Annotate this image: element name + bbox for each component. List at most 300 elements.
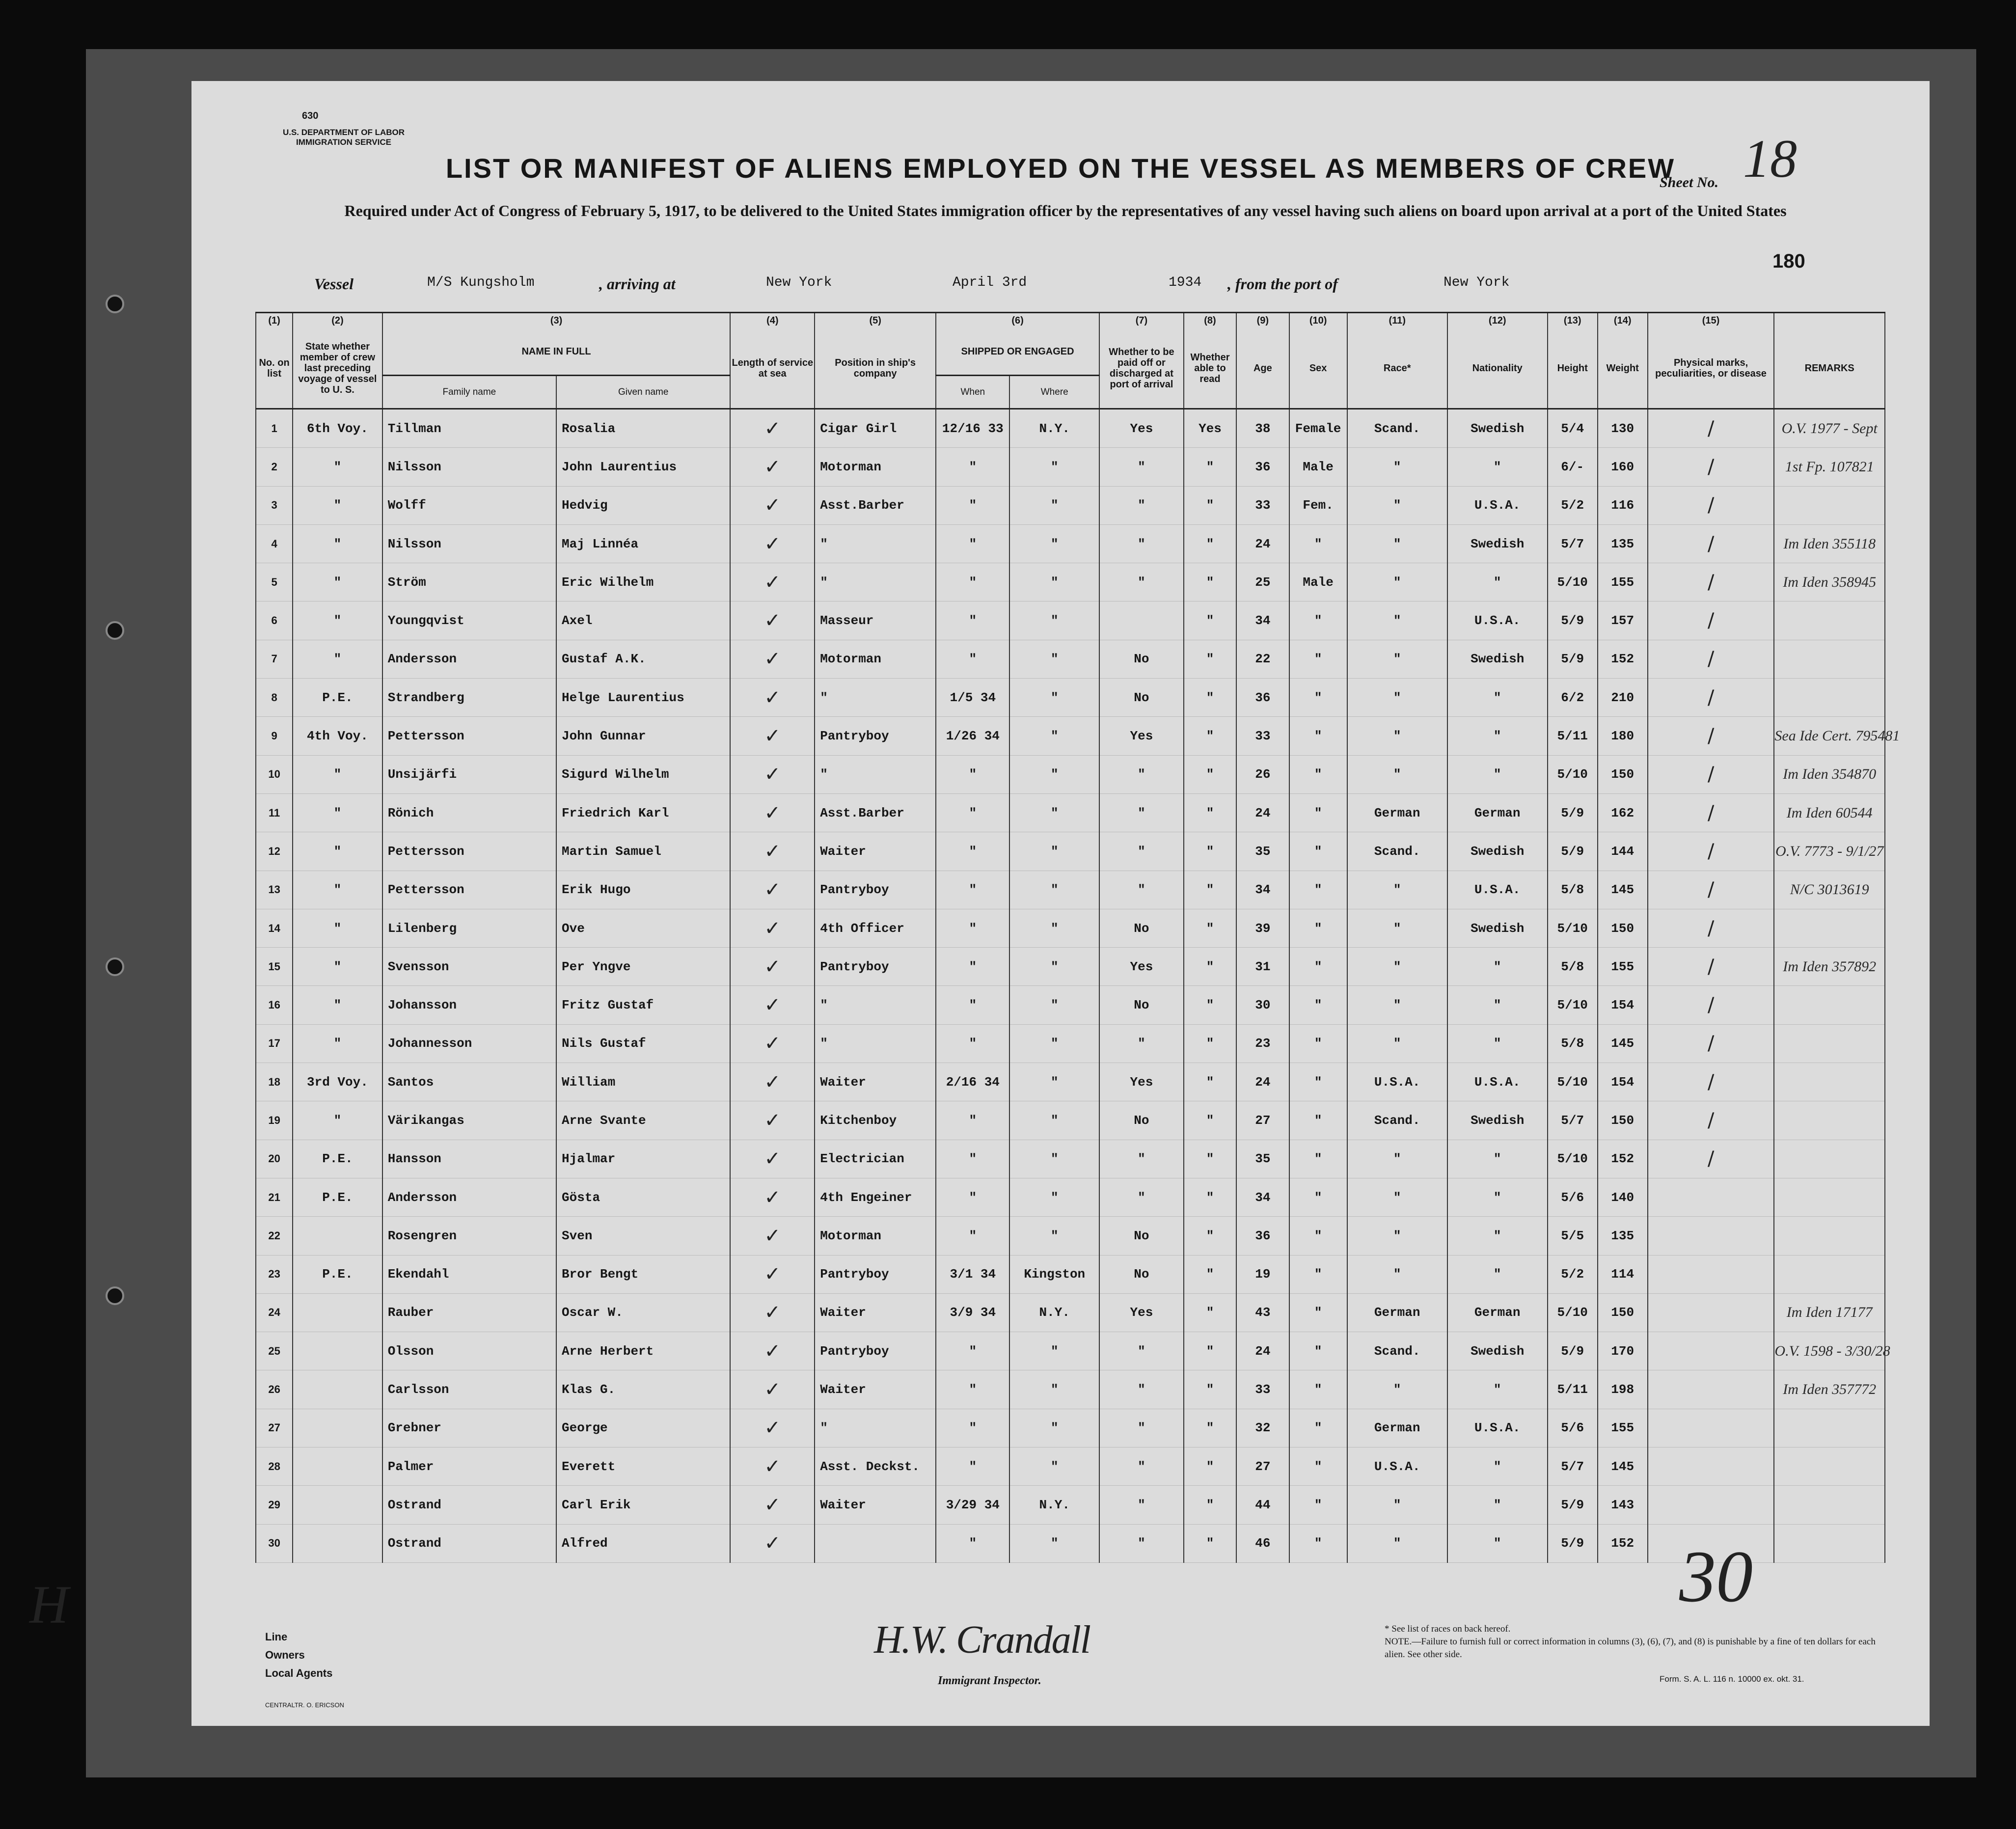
height: 5/10 <box>1548 1140 1598 1178</box>
column-number: (14) <box>1598 313 1648 328</box>
header-shipped: SHIPPED OR ENGAGED <box>936 328 1099 376</box>
height: 5/11 <box>1548 717 1598 755</box>
given-name: Arne Svante <box>556 1101 730 1140</box>
age: 27 <box>1236 1447 1289 1486</box>
paid-off: " <box>1099 1486 1184 1524</box>
physical-tick-icon: / <box>1648 1101 1774 1140</box>
shipped-when: " <box>936 1140 1009 1178</box>
row-number: 28 <box>256 1447 293 1486</box>
race: " <box>1347 1370 1447 1409</box>
service-name: IMMIGRATION SERVICE <box>296 137 391 147</box>
column-number: (8) <box>1184 313 1236 328</box>
position: Waiter <box>815 1063 936 1101</box>
able-to-read: " <box>1184 1063 1236 1101</box>
height: 5/8 <box>1548 1024 1598 1063</box>
column-number: (2) <box>293 313 382 328</box>
sex: " <box>1289 717 1347 755</box>
remarks <box>1774 1063 1885 1101</box>
height: 5/10 <box>1548 909 1598 947</box>
row-number: 21 <box>256 1178 293 1216</box>
race: " <box>1347 1178 1447 1216</box>
voyage-state: " <box>293 986 382 1024</box>
remarks: Im Iden 357892 <box>1774 948 1885 986</box>
given-name: Ove <box>556 909 730 947</box>
document-title: LIST OR MANIFEST OF ALIENS EMPLOYED ON THE VESSEL AS MEMBERS OF CREW <box>445 153 1676 184</box>
header-remarks: REMARKS <box>1774 328 1885 409</box>
height: 5/10 <box>1548 755 1598 793</box>
physical-tick-icon: / <box>1648 448 1774 486</box>
row-number: 6 <box>256 601 293 640</box>
sheet-label: Sheet No. <box>1660 174 1718 191</box>
nationality: " <box>1447 1486 1548 1524</box>
header-when: When <box>936 376 1009 409</box>
table-row <box>256 524 1885 563</box>
service-checkmark-icon: ✓ <box>730 640 815 678</box>
paid-off: " <box>1099 755 1184 793</box>
remarks: O.V. 7773 - 9/1/27 <box>1774 832 1885 871</box>
service-checkmark-icon: ✓ <box>730 717 815 755</box>
service-checkmark-icon: ✓ <box>730 1063 815 1101</box>
remarks <box>1774 1178 1885 1216</box>
service-checkmark-icon: ✓ <box>730 1255 815 1293</box>
remarks: Im Iden 354870 <box>1774 755 1885 793</box>
table-row <box>256 1024 1885 1063</box>
shipped-where: " <box>1009 524 1099 563</box>
shipped-where: " <box>1009 1332 1099 1370</box>
physical-tick-icon: / <box>1648 871 1774 909</box>
family-name: Lilenberg <box>382 909 556 947</box>
able-to-read: " <box>1184 1293 1236 1332</box>
total-crew-count: 30 <box>1679 1536 1753 1617</box>
paid-off: Yes <box>1099 1293 1184 1332</box>
able-to-read: " <box>1184 1447 1236 1486</box>
table-row <box>256 601 1885 640</box>
remarks: O.V. 1977 - Sept <box>1774 409 1885 448</box>
able-to-read: " <box>1184 679 1236 717</box>
physical-tick-icon <box>1648 1486 1774 1524</box>
able-to-read: " <box>1184 871 1236 909</box>
weight: 160 <box>1598 448 1648 486</box>
given-name: Hedvig <box>556 486 730 524</box>
given-name: Arne Herbert <box>556 1332 730 1370</box>
family-name: Youngqvist <box>382 601 556 640</box>
footnote-note: NOTE.—Failure to furnish full or correct information in columns (3), (6), (7), and (8) is punishable by a fine of ten dollars for each alien. See other side. <box>1385 1637 1876 1660</box>
sex: " <box>1289 1255 1347 1293</box>
position: " <box>815 563 936 601</box>
family-name: Andersson <box>382 1178 556 1216</box>
remarks: N/C 3013619 <box>1774 871 1885 909</box>
able-to-read: " <box>1184 948 1236 986</box>
position: Pantryboy <box>815 871 936 909</box>
weight: 114 <box>1598 1255 1648 1293</box>
service-checkmark-icon: ✓ <box>730 793 815 832</box>
position: Cigar Girl <box>815 409 936 448</box>
shipped-when: " <box>936 986 1009 1024</box>
height: 5/9 <box>1548 793 1598 832</box>
shipped-where: " <box>1009 1409 1099 1447</box>
paid-off: " <box>1099 1370 1184 1409</box>
nationality: Swedish <box>1447 640 1548 678</box>
family-name: Rosengren <box>382 1217 556 1255</box>
shipped-where: " <box>1009 717 1099 755</box>
shipped-when: 1/5 34 <box>936 679 1009 717</box>
position <box>815 1524 936 1562</box>
family-name: Ostrand <box>382 1486 556 1524</box>
height: 5/2 <box>1548 1255 1598 1293</box>
position: Pantryboy <box>815 1255 936 1293</box>
shipped-where: N.Y. <box>1009 1293 1099 1332</box>
paid-off: No <box>1099 909 1184 947</box>
service-checkmark-icon: ✓ <box>730 1524 815 1562</box>
weight: 180 <box>1598 717 1648 755</box>
shipped-when: " <box>936 1447 1009 1486</box>
race: " <box>1347 486 1447 524</box>
age: 44 <box>1236 1486 1289 1524</box>
shipped-when: " <box>936 1101 1009 1140</box>
able-to-read: " <box>1184 755 1236 793</box>
age: 27 <box>1236 1101 1289 1140</box>
given-name: Per Yngve <box>556 948 730 986</box>
given-name: Nils Gustaf <box>556 1024 730 1063</box>
remarks: O.V. 1598 - 3/30/28 <box>1774 1332 1885 1370</box>
from-port: New York <box>1444 275 1510 290</box>
height: 5/10 <box>1548 563 1598 601</box>
race: " <box>1347 717 1447 755</box>
table-row <box>256 1063 1885 1101</box>
age: 23 <box>1236 1024 1289 1063</box>
weight: 154 <box>1598 1063 1648 1101</box>
race: " <box>1347 448 1447 486</box>
voyage-state <box>293 1409 382 1447</box>
physical-tick-icon: / <box>1648 1063 1774 1101</box>
nationality: " <box>1447 448 1548 486</box>
shipped-when: " <box>936 793 1009 832</box>
able-to-read: " <box>1184 717 1236 755</box>
owners-label: Owners <box>265 1649 305 1661</box>
paid-off <box>1099 601 1184 640</box>
shipped-when: " <box>936 563 1009 601</box>
sex: " <box>1289 1293 1347 1332</box>
weight: 210 <box>1598 679 1648 717</box>
race: " <box>1347 679 1447 717</box>
able-to-read: " <box>1184 1101 1236 1140</box>
physical-tick-icon <box>1648 1409 1774 1447</box>
sex: " <box>1289 1409 1347 1447</box>
age: 46 <box>1236 1524 1289 1562</box>
shipped-when: " <box>936 1409 1009 1447</box>
shipped-where: " <box>1009 1101 1099 1140</box>
voyage-state <box>293 1332 382 1370</box>
service-checkmark-icon: ✓ <box>730 1178 815 1216</box>
voyage-state: 6th Voy. <box>293 409 382 448</box>
height: 5/9 <box>1548 1486 1598 1524</box>
shipped-where: " <box>1009 1178 1099 1216</box>
weight: 150 <box>1598 755 1648 793</box>
able-to-read: " <box>1184 1140 1236 1178</box>
age: 24 <box>1236 1332 1289 1370</box>
remarks <box>1774 1101 1885 1140</box>
height: 5/5 <box>1548 1217 1598 1255</box>
form-number: 630 <box>302 110 319 121</box>
paid-off: " <box>1099 1024 1184 1063</box>
nationality: " <box>1447 1524 1548 1562</box>
voyage-state: P.E. <box>293 1140 382 1178</box>
paid-off: " <box>1099 1524 1184 1562</box>
nationality: " <box>1447 679 1548 717</box>
paid-off: No <box>1099 1101 1184 1140</box>
service-checkmark-icon: ✓ <box>730 486 815 524</box>
able-to-read: " <box>1184 1524 1236 1562</box>
position: Asst.Barber <box>815 486 936 524</box>
race: Scand. <box>1347 832 1447 871</box>
sex: " <box>1289 755 1347 793</box>
shipped-where: " <box>1009 1063 1099 1101</box>
physical-tick-icon: / <box>1648 679 1774 717</box>
crew-rows <box>256 409 1900 1563</box>
age: 34 <box>1236 601 1289 640</box>
column-number-blank <box>1774 313 1885 328</box>
row-number: 16 <box>256 986 293 1024</box>
voyage-state: " <box>293 563 382 601</box>
agents-label: Local Agents <box>265 1667 333 1679</box>
row-number: 7 <box>256 640 293 678</box>
race: Scand. <box>1347 1101 1447 1140</box>
paid-off: " <box>1099 486 1184 524</box>
shipped-when: 3/29 34 <box>936 1486 1009 1524</box>
remarks: 1st Fp. 107821 <box>1774 448 1885 486</box>
family-name: Andersson <box>382 640 556 678</box>
voyage-state: " <box>293 755 382 793</box>
height: 5/10 <box>1548 1063 1598 1101</box>
given-name: Sven <box>556 1217 730 1255</box>
service-checkmark-icon: ✓ <box>730 679 815 717</box>
row-number: 18 <box>256 1063 293 1101</box>
arrival-date: April 3rd <box>953 275 1027 290</box>
physical-tick-icon: / <box>1648 409 1774 448</box>
remarks <box>1774 1140 1885 1178</box>
remarks: Sea Ide Cert. 795481 <box>1774 717 1885 755</box>
weight: 150 <box>1598 1101 1648 1140</box>
height: 5/10 <box>1548 1293 1598 1332</box>
given-name: Fritz Gustaf <box>556 986 730 1024</box>
position: Masseur <box>815 601 936 640</box>
voyage-state <box>293 1217 382 1255</box>
able-to-read: " <box>1184 486 1236 524</box>
table-row <box>256 1332 1885 1370</box>
shipped-when: 2/16 34 <box>936 1063 1009 1101</box>
physical-tick-icon: / <box>1648 640 1774 678</box>
shipped-where: " <box>1009 1370 1099 1409</box>
service-checkmark-icon: ✓ <box>730 601 815 640</box>
height: 5/2 <box>1548 486 1598 524</box>
family-name: Palmer <box>382 1447 556 1486</box>
age: 30 <box>1236 986 1289 1024</box>
service-checkmark-icon: ✓ <box>730 871 815 909</box>
table-row <box>256 755 1885 793</box>
printer-mark: CENTRALTR. O. ERICSON <box>265 1701 344 1709</box>
physical-tick-icon <box>1648 1293 1774 1332</box>
age: 33 <box>1236 717 1289 755</box>
shipped-when: " <box>936 948 1009 986</box>
physical-tick-icon <box>1648 1178 1774 1216</box>
shipped-where: " <box>1009 679 1099 717</box>
paid-off: No <box>1099 679 1184 717</box>
sex: " <box>1289 1332 1347 1370</box>
nationality: " <box>1447 1447 1548 1486</box>
physical-tick-icon: / <box>1648 793 1774 832</box>
given-name: Everett <box>556 1447 730 1486</box>
voyage-state: " <box>293 948 382 986</box>
column-number: (4) <box>730 313 815 328</box>
height: 5/9 <box>1548 832 1598 871</box>
sex: " <box>1289 1370 1347 1409</box>
nationality: " <box>1447 948 1548 986</box>
paid-off: " <box>1099 1409 1184 1447</box>
family-name: Carlsson <box>382 1370 556 1409</box>
row-number: 14 <box>256 909 293 947</box>
vessel-name: M/S Kungsholm <box>427 275 535 290</box>
nationality: Swedish <box>1447 409 1548 448</box>
able-to-read: " <box>1184 1178 1236 1216</box>
shipped-where: " <box>1009 601 1099 640</box>
voyage-state: " <box>293 871 382 909</box>
shipped-when: " <box>936 1178 1009 1216</box>
height: 6/- <box>1548 448 1598 486</box>
service-checkmark-icon: ✓ <box>730 1409 815 1447</box>
service-checkmark-icon: ✓ <box>730 755 815 793</box>
shipped-when: " <box>936 871 1009 909</box>
paid-off: " <box>1099 563 1184 601</box>
weight: 155 <box>1598 1409 1648 1447</box>
table-row <box>256 448 1885 486</box>
nationality: Swedish <box>1447 1101 1548 1140</box>
column-number: (10) <box>1289 313 1347 328</box>
position: " <box>815 524 936 563</box>
shipped-where: " <box>1009 486 1099 524</box>
row-number: 3 <box>256 486 293 524</box>
family-name: Santos <box>382 1063 556 1101</box>
position: Pantryboy <box>815 717 936 755</box>
given-name: Klas G. <box>556 1370 730 1409</box>
race: " <box>1347 755 1447 793</box>
header-position: Position in ship's company <box>815 328 936 409</box>
paid-off: Yes <box>1099 948 1184 986</box>
nationality: " <box>1447 717 1548 755</box>
age: 22 <box>1236 640 1289 678</box>
nationality: German <box>1447 793 1548 832</box>
service-checkmark-icon: ✓ <box>730 524 815 563</box>
family-name: Pettersson <box>382 717 556 755</box>
column-number: (9) <box>1236 313 1289 328</box>
row-number: 20 <box>256 1140 293 1178</box>
sex: Female <box>1289 409 1347 448</box>
weight: 135 <box>1598 1217 1648 1255</box>
height: 5/7 <box>1548 524 1598 563</box>
table-row <box>256 1293 1885 1332</box>
table-row <box>256 793 1885 832</box>
shipped-when: " <box>936 1524 1009 1562</box>
service-checkmark-icon: ✓ <box>730 986 815 1024</box>
weight: 130 <box>1598 409 1648 448</box>
weight: 155 <box>1598 563 1648 601</box>
age: 35 <box>1236 1140 1289 1178</box>
service-checkmark-icon: ✓ <box>730 1447 815 1486</box>
sex: Fem. <box>1289 486 1347 524</box>
race: German <box>1347 793 1447 832</box>
family-name: Olsson <box>382 1332 556 1370</box>
family-name: Rauber <box>382 1293 556 1332</box>
row-number: 11 <box>256 793 293 832</box>
remarks <box>1774 909 1885 947</box>
age: 33 <box>1236 486 1289 524</box>
service-checkmark-icon: ✓ <box>730 1101 815 1140</box>
family-name: Värikangas <box>382 1101 556 1140</box>
given-name: Gösta <box>556 1178 730 1216</box>
shipped-where: " <box>1009 948 1099 986</box>
paid-off: Yes <box>1099 717 1184 755</box>
sex: " <box>1289 1178 1347 1216</box>
form-identifier: Form. S. A. L. 116 n. 10000 ex. okt. 31. <box>1660 1674 1804 1684</box>
family-name: Ström <box>382 563 556 601</box>
margin-mark: H <box>29 1575 69 1635</box>
position: Waiter <box>815 832 936 871</box>
position: Waiter <box>815 1486 936 1524</box>
shipped-when: 12/16 33 <box>936 409 1009 448</box>
remarks: Im Iden 357772 <box>1774 1370 1885 1409</box>
age: 24 <box>1236 1063 1289 1101</box>
shipped-where: " <box>1009 1524 1099 1562</box>
given-name: Hjalmar <box>556 1140 730 1178</box>
nationality: " <box>1447 1140 1548 1178</box>
service-checkmark-icon: ✓ <box>730 832 815 871</box>
column-header-row <box>256 328 1885 376</box>
able-to-read: " <box>1184 448 1236 486</box>
position: Asst. Deckst. <box>815 1447 936 1486</box>
able-to-read: " <box>1184 1409 1236 1447</box>
paid-off: " <box>1099 1178 1184 1216</box>
voyage-state <box>293 1293 382 1332</box>
remarks <box>1774 986 1885 1024</box>
able-to-read: " <box>1184 832 1236 871</box>
family-name: Ekendahl <box>382 1255 556 1293</box>
sex: " <box>1289 524 1347 563</box>
age: 25 <box>1236 563 1289 601</box>
remarks <box>1774 1255 1885 1293</box>
paid-off: " <box>1099 448 1184 486</box>
weight: 198 <box>1598 1370 1648 1409</box>
paid-off: No <box>1099 1217 1184 1255</box>
shipped-where: " <box>1009 871 1099 909</box>
given-name: Maj Linnéa <box>556 524 730 563</box>
table-row <box>256 1255 1885 1293</box>
able-to-read: " <box>1184 1217 1236 1255</box>
service-checkmark-icon: ✓ <box>730 1332 815 1370</box>
column-number: (6) <box>936 313 1099 328</box>
able-to-read: " <box>1184 1024 1236 1063</box>
paid-off: No <box>1099 1255 1184 1293</box>
column-number: (1) <box>256 313 293 328</box>
sex: " <box>1289 832 1347 871</box>
shipped-where: " <box>1009 909 1099 947</box>
voyage-state: " <box>293 524 382 563</box>
age: 24 <box>1236 524 1289 563</box>
shipped-when: " <box>936 448 1009 486</box>
document-subtitle: Required under Act of Congress of February 5, 1917, to be delivered to the United States immigration officer by the representatives of any vessel having such aliens on board upon arrival at a port of the United States <box>344 202 1787 219</box>
race: " <box>1347 986 1447 1024</box>
shipped-when: " <box>936 1217 1009 1255</box>
given-name: Sigurd Wilhelm <box>556 755 730 793</box>
able-to-read: " <box>1184 640 1236 678</box>
